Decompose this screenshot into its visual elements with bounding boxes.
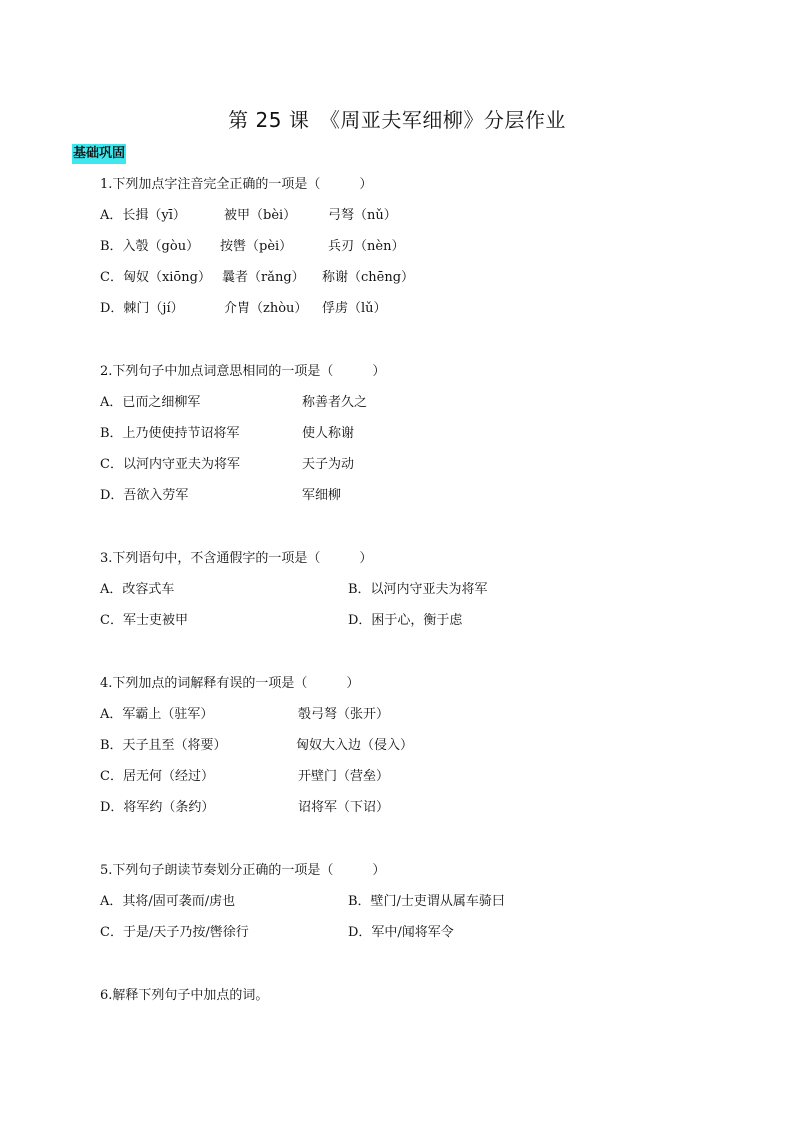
section-heading: 基础巩固	[72, 144, 126, 164]
question-5-option-d: D．军中/闻将军令	[348, 925, 454, 940]
question-3-option-d: D．困于心，衡于虑	[348, 613, 463, 628]
option-part: B．入彀（gòu）	[100, 239, 200, 254]
option-part: B．上乃使使持节诏将军	[100, 426, 240, 441]
option-part: 俘虏（lǔ）	[322, 301, 387, 316]
option-part: 诏将军（下诏）	[298, 800, 390, 815]
question-3-options-row-1	[100, 581, 488, 599]
question-2-option-b	[100, 425, 354, 443]
option-part: 匈奴大入边（侵入）	[296, 738, 414, 753]
option-part: A．军霸上（驻军）	[100, 707, 214, 722]
question-6-stem: 6.解释下列句子中加点的词。	[100, 988, 269, 1003]
question-3-options-row-2	[100, 612, 462, 630]
option-part: C．居无何（经过）	[100, 769, 214, 784]
option-part: 天子为动	[302, 457, 355, 472]
question-1-option-b	[100, 238, 404, 256]
question-5-option-a: A．其将/固可袭而/虏也	[100, 894, 236, 909]
option-part: 弓弩（nǔ）	[328, 208, 397, 223]
option-part: A．已而之细柳军	[100, 395, 201, 410]
option-part: B．天子且至（将要）	[100, 738, 227, 753]
option-part: 被甲（bèi）	[224, 208, 297, 223]
option-part: 开壁门（营垒）	[298, 769, 390, 784]
question-3-option-a: A．改容式车	[100, 582, 175, 597]
question-5-option-b: B．壁门/士吏谓从属车骑曰	[348, 894, 505, 909]
question-4-option-c	[100, 768, 389, 786]
question-1-option-d	[100, 300, 387, 318]
question-2-option-a	[100, 394, 367, 412]
option-part: 军细柳	[302, 488, 342, 503]
question-4-option-b	[100, 737, 413, 755]
option-part: D．棘门（jí）	[100, 301, 184, 316]
option-part: 称谢（chēng）	[322, 270, 415, 285]
question-1-stem: 1.下列加点字注音完全正确的一项是（ ）	[100, 177, 373, 192]
option-part: C．匈奴（xiōng）	[100, 270, 211, 285]
question-3-option-c: C．军士吏被甲	[100, 613, 188, 628]
option-part: C．以河内守亚夫为将军	[100, 457, 240, 472]
question-5-options-row-1	[100, 893, 505, 911]
question-3-option-b: B．以河内守亚夫为将军	[348, 582, 488, 597]
option-part: 兵刃（nèn）	[328, 239, 405, 254]
option-part: 介胄（zhòu）	[224, 301, 308, 316]
question-4-stem: 4.下列加点的词解释有误的一项是（ ）	[100, 676, 360, 691]
question-1-option-a	[100, 207, 397, 225]
question-5-options-row-2	[100, 924, 454, 942]
question-5-option-c: C．于是/天子乃按/辔徐行	[100, 925, 249, 940]
question-2-stem: 2.下列句子中加点词意思相同的一项是（ ）	[100, 364, 386, 379]
option-part: A．长揖（yī）	[100, 208, 186, 223]
question-1-option-c	[100, 269, 414, 287]
question-5-stem: 5.下列句子朗读节奏划分正确的一项是（ ）	[100, 863, 386, 878]
page-title: 第 25 课 《周亚夫军细柳》分层作业	[228, 108, 566, 132]
option-part: D．将军约（条约）	[100, 800, 215, 815]
option-part: 曩者（rǎng）	[222, 270, 305, 285]
question-2-option-c	[100, 456, 354, 474]
option-part: 称善者久之	[302, 395, 368, 410]
option-part: D．吾欲入劳军	[100, 488, 189, 503]
option-part: 使人称谢	[302, 426, 355, 441]
question-4-option-a	[100, 706, 389, 724]
question-3-stem: 3.下列语句中，不含通假字的一项是（ ）	[100, 551, 373, 566]
option-part: 彀弓弩（张开）	[298, 707, 390, 722]
option-part: 按辔（pèi）	[220, 239, 293, 254]
question-2-option-d	[100, 487, 341, 505]
question-4-option-d	[100, 799, 389, 817]
